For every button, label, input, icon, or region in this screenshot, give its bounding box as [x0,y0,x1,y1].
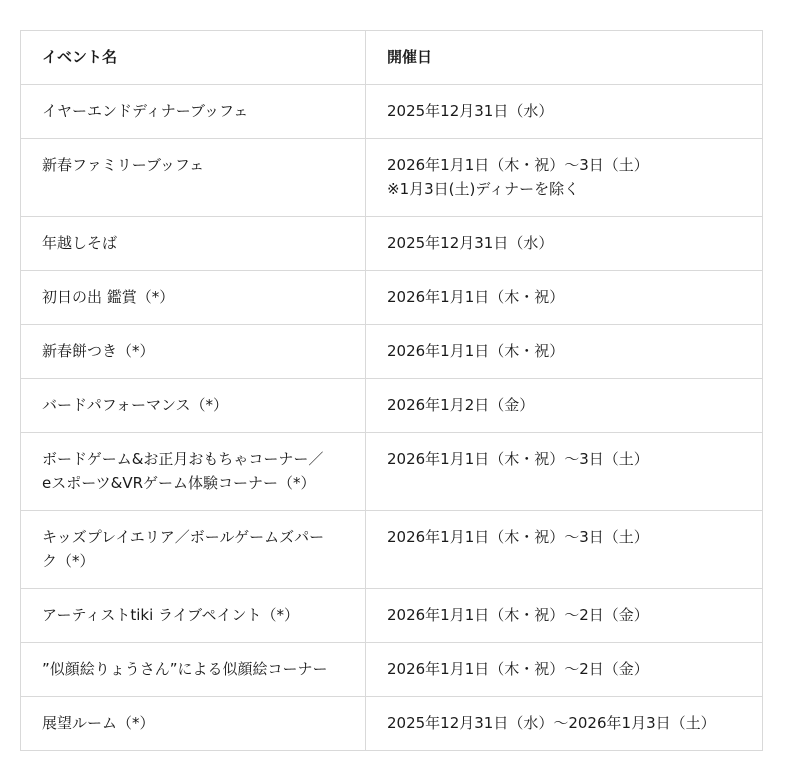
event-date-cell [366,511,763,589]
table-row [21,217,763,271]
event-name: アーティストtiki ライブペイント（*） [42,606,300,624]
event-date: 2025年12月31日（水） [387,102,554,120]
event-name-cell [21,643,366,697]
event-date: 2025年12月31日（水）～2026年1月3日（土） [387,714,716,732]
header-event-name [21,31,366,85]
event-name-cell [21,325,366,379]
event-name-cell [21,433,366,511]
event-name: 初日の出 鑑賞（*） [42,288,175,306]
table-row [21,325,763,379]
event-date-cell [366,85,763,139]
event-date-cell [366,325,763,379]
event-date-cell [366,379,763,433]
table-row [21,271,763,325]
event-name-cell [21,511,366,589]
table-row [21,643,763,697]
event-name: 新春餅つき（*） [42,342,155,360]
event-name-cell [21,379,366,433]
event-date: 2026年1月1日（木・祝）～2日（金） [387,606,649,624]
event-date-cell [366,139,763,217]
event-date: 2026年1月1日（木・祝） [387,342,565,360]
event-date: 2026年1月1日（木・祝） [387,288,565,306]
event-date-cell [366,271,763,325]
event-name: ボードゲーム&お正月おもちゃコーナー／ eスポーツ&VRゲーム体験コーナー（*） [42,450,324,492]
table-row [21,139,763,217]
event-date-cell [366,589,763,643]
event-name: 展望ルーム（*） [42,714,155,732]
header-date [366,31,763,85]
event-name-cell [21,589,366,643]
table-row [21,379,763,433]
event-date-cell [366,697,763,751]
event-name: ”似顔絵りょうさん”による似顔絵コーナー [42,660,328,678]
event-schedule-table-wrapper [20,30,762,751]
event-date-cell [366,643,763,697]
event-name-cell [21,139,366,217]
table-row [21,433,763,511]
event-name: バードパフォーマンス（*） [42,396,229,414]
event-date: 2026年1月1日（木・祝）～3日（土） [387,450,649,468]
event-schedule-table [20,30,763,751]
table-row [21,697,763,751]
event-name: 新春ファミリーブッフェ [42,156,205,174]
event-name: キッズプレイエリア／ボールゲームズパー ク（*） [42,528,325,570]
event-name-cell [21,697,366,751]
event-date: 2026年1月1日（木・祝）～2日（金） [387,660,649,678]
table-row [21,511,763,589]
event-date-cell [366,433,763,511]
event-date: 2026年1月2日（金） [387,396,535,414]
event-name: イヤーエンドディナーブッフェ [42,102,249,120]
event-date: 2026年1月1日（木・祝）～3日（土） [387,528,649,546]
table-row [21,589,763,643]
event-date-cell [366,217,763,271]
event-name: 年越しそば [42,234,118,252]
table-header-row [21,31,763,85]
event-date: 2026年1月1日（木・祝）～3日（土） ※1月3日(土)ディナーを除く [387,156,649,198]
event-name-cell [21,271,366,325]
event-name-cell [21,85,366,139]
header-event-name-label: イベント名 [42,48,118,66]
event-name-cell [21,217,366,271]
event-date: 2025年12月31日（水） [387,234,554,252]
header-date-label: 開催日 [387,48,433,66]
table-row [21,85,763,139]
